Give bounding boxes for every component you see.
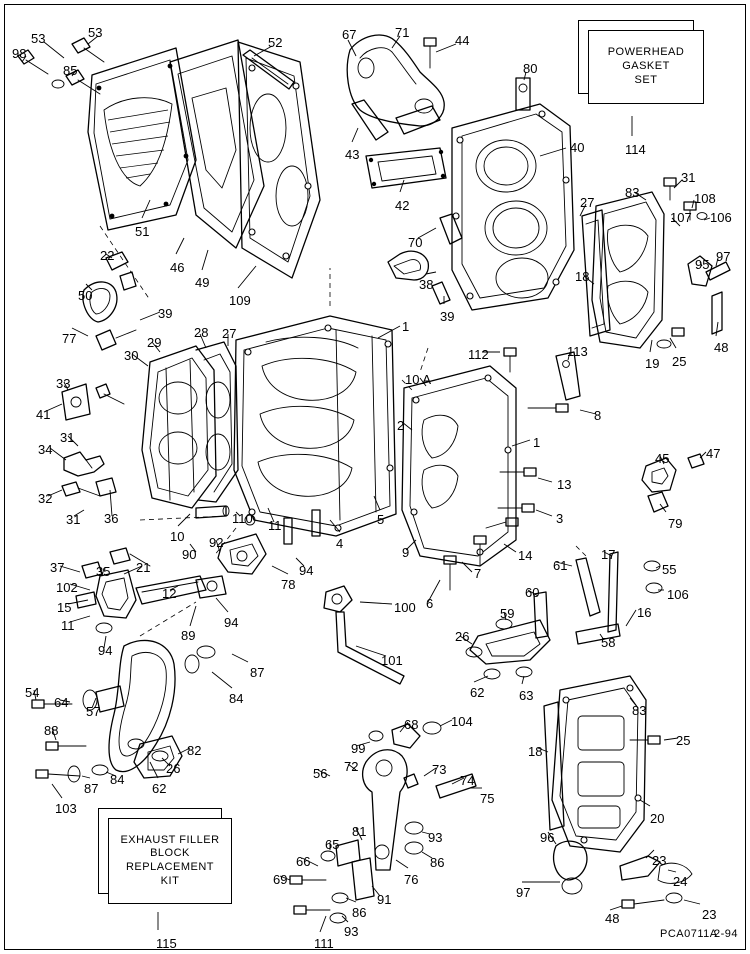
callout-number: 53 bbox=[31, 31, 46, 46]
exhaust-filler-kit-line-3: REPLACEMENT bbox=[125, 861, 214, 873]
lower-exhaust-cover bbox=[544, 676, 692, 908]
callout-number: 114 bbox=[625, 142, 646, 157]
callout-number: 89 bbox=[181, 628, 196, 643]
callout-number: 31 bbox=[66, 512, 81, 527]
callout-number: 112 bbox=[468, 347, 489, 362]
callout-number: 18 bbox=[575, 269, 590, 284]
callout-number: 75 bbox=[480, 791, 495, 806]
callout-number: 97 bbox=[716, 249, 731, 264]
callout-number: 25 bbox=[676, 733, 691, 748]
callout-number: 71 bbox=[395, 25, 410, 40]
callout-number: 20 bbox=[650, 811, 665, 826]
callout-number: 62 bbox=[152, 781, 167, 796]
callout-number: 6 bbox=[426, 596, 434, 611]
callout-number: 97 bbox=[516, 885, 531, 900]
callout-number: 99 bbox=[351, 741, 366, 756]
callout-number: 4 bbox=[336, 536, 344, 551]
callout-number: 55 bbox=[662, 562, 677, 577]
callout-number: 36 bbox=[104, 511, 119, 526]
callout-number: 52 bbox=[268, 35, 283, 50]
callout-number: 100 bbox=[394, 600, 416, 615]
callout-number: 3 bbox=[556, 511, 564, 526]
callout-number: 48 bbox=[605, 911, 620, 926]
callout-number: 94 bbox=[98, 643, 113, 658]
callout-number: 30 bbox=[124, 348, 139, 363]
callout-number: 24 bbox=[673, 874, 688, 889]
upper-bracket-assembly bbox=[347, 35, 446, 188]
powerhead-gasket-set-line-2: GASKET bbox=[622, 60, 670, 73]
callout-number: 69 bbox=[273, 872, 288, 887]
callout-number: 91 bbox=[377, 892, 392, 907]
callout-number: 38 bbox=[419, 277, 434, 292]
exhaust-filler-kit-line-4: KIT bbox=[160, 874, 180, 887]
callout-number: 10 bbox=[170, 529, 185, 544]
callout-number: 64 bbox=[54, 695, 69, 710]
callout-number: 94 bbox=[299, 563, 314, 578]
callout-number: 43 bbox=[345, 147, 360, 162]
throttle-linkage bbox=[290, 586, 476, 923]
callout-number: 22 bbox=[100, 248, 115, 263]
callout-number: 93 bbox=[344, 924, 359, 939]
callout-number: 15 bbox=[57, 600, 72, 615]
callout-number: 48 bbox=[714, 340, 729, 355]
powerhead-gasket-set-line-1: POWERHEAD bbox=[607, 46, 685, 59]
callout-number: 57 bbox=[86, 704, 101, 719]
callout-number: 113 bbox=[567, 344, 588, 359]
callout-number: 26 bbox=[166, 761, 181, 776]
callout-number: 33 bbox=[56, 376, 71, 391]
callout-number: 107 bbox=[670, 210, 692, 225]
callout-number: 95 bbox=[695, 257, 710, 272]
callout-number: 76 bbox=[404, 872, 419, 887]
callout-number: 77 bbox=[62, 331, 77, 346]
callout-number: 39 bbox=[440, 309, 455, 324]
callout-number: 72 bbox=[344, 759, 359, 774]
callout-number: 31 bbox=[681, 170, 696, 185]
callout-number: 106 bbox=[710, 210, 732, 225]
callout-number: 109 bbox=[229, 293, 251, 308]
callout-number: 46 bbox=[170, 260, 185, 275]
callout-number: 108 bbox=[694, 191, 716, 206]
callout-number: 104 bbox=[451, 714, 473, 729]
callout-number: 45 bbox=[655, 451, 670, 466]
callout-number: 28 bbox=[194, 325, 209, 340]
callout-number: 23 bbox=[702, 907, 717, 922]
callout-number: 53 bbox=[88, 25, 103, 40]
callout-number: 21 bbox=[136, 560, 151, 575]
callout-number: 10 A bbox=[405, 372, 432, 387]
callout-number: 87 bbox=[250, 665, 265, 680]
callout-number: 102 bbox=[56, 580, 78, 595]
callout-number: 93 bbox=[428, 830, 443, 845]
callout-number: 63 bbox=[519, 688, 534, 703]
callout-number: 83 bbox=[632, 703, 647, 718]
callout-number: 16 bbox=[637, 605, 652, 620]
cylinder-block bbox=[234, 316, 396, 544]
callout-number: 1 bbox=[402, 319, 410, 334]
callout-number: 13 bbox=[557, 477, 572, 492]
callout-number: 19 bbox=[645, 356, 660, 371]
callout-number: 27 bbox=[580, 195, 595, 210]
callout-number: 101 bbox=[381, 653, 403, 668]
callout-number: 2 bbox=[397, 418, 405, 433]
callout-number: 35 bbox=[96, 564, 111, 579]
exhaust-filler-kit-line-1: EXHAUST FILLER bbox=[120, 833, 220, 846]
callout-number: 58 bbox=[601, 635, 616, 650]
callout-number: 111 bbox=[314, 936, 334, 951]
exhaust-filler-kit-box bbox=[108, 818, 232, 904]
callout-number: 42 bbox=[395, 198, 410, 213]
callout-number: 82 bbox=[187, 743, 202, 758]
callout-number: 88 bbox=[44, 723, 59, 738]
callout-number: 40 bbox=[570, 140, 585, 155]
shift-linkage bbox=[76, 548, 226, 633]
assembly-guide-lines bbox=[100, 226, 588, 636]
callout-number: 47 bbox=[706, 446, 721, 461]
callout-number: 86 bbox=[430, 855, 445, 870]
callout-number: 115 bbox=[156, 936, 177, 951]
callout-number: 90 bbox=[182, 547, 197, 562]
callout-number: 84 bbox=[110, 772, 125, 787]
callout-number: 96 bbox=[540, 830, 555, 845]
callout-number: 11 bbox=[268, 518, 282, 533]
callout-number: 66 bbox=[296, 854, 311, 869]
callout-number: 8 bbox=[594, 408, 602, 423]
powerhead-gasket-set-line-3: SET bbox=[634, 73, 658, 86]
callout-number: 110 bbox=[232, 511, 253, 526]
callout-number: 14 bbox=[518, 548, 533, 563]
callout-number: 78 bbox=[281, 577, 296, 592]
callout-number: 11 bbox=[61, 618, 75, 633]
callout-number: 25 bbox=[672, 354, 687, 369]
callout-number: 54 bbox=[25, 685, 40, 700]
callout-number: 49 bbox=[195, 275, 210, 290]
drawing-number: PCA0711A bbox=[660, 928, 718, 940]
callout-number: 44 bbox=[455, 33, 470, 48]
callout-number: 56 bbox=[313, 766, 328, 781]
callout-number: 7 bbox=[474, 566, 482, 581]
callout-number: 39 bbox=[158, 306, 173, 321]
callout-number: 9 bbox=[402, 545, 410, 560]
callout-number: 12 bbox=[162, 586, 177, 601]
callout-number: 34 bbox=[38, 442, 53, 457]
callout-number: 60 bbox=[525, 585, 540, 600]
callout-number: 70 bbox=[408, 235, 423, 250]
callout-number: 17 bbox=[601, 547, 616, 562]
callout-number: 1 bbox=[533, 435, 541, 450]
callout-number: 80 bbox=[523, 61, 538, 76]
callout-number: 41 bbox=[36, 407, 51, 422]
callout-number: 59 bbox=[500, 606, 515, 621]
callout-number: 18 bbox=[528, 744, 543, 759]
callout-number: 79 bbox=[668, 516, 683, 531]
callout-number: 23 bbox=[652, 853, 667, 868]
callout-number: 84 bbox=[229, 691, 244, 706]
drawing-date: 2-94 bbox=[714, 928, 739, 940]
callout-number: 31 bbox=[60, 430, 75, 445]
callout-number: 92 bbox=[209, 535, 224, 550]
callout-number: 94 bbox=[224, 615, 239, 630]
callout-number: 83 bbox=[625, 185, 640, 200]
callout-number: 73 bbox=[432, 762, 447, 777]
gasket-stack bbox=[62, 342, 255, 525]
cylinder-head-assembly bbox=[388, 78, 574, 310]
powerhead-gasket-set-box bbox=[588, 30, 704, 104]
callout-number: 32 bbox=[38, 491, 53, 506]
callout-number: 85 bbox=[63, 63, 78, 78]
callout-number: 62 bbox=[470, 685, 485, 700]
callout-number: 61 bbox=[553, 558, 568, 573]
callout-number: 67 bbox=[342, 27, 357, 42]
callout-number: 98 bbox=[12, 46, 27, 61]
callout-number: 27 bbox=[222, 326, 237, 341]
callout-number: 29 bbox=[147, 335, 162, 350]
callout-number: 106 bbox=[667, 587, 689, 602]
callout-number: 81 bbox=[352, 824, 367, 839]
callout-number: 26 bbox=[455, 629, 470, 644]
callout-number: 65 bbox=[325, 837, 340, 852]
callout-number: 51 bbox=[135, 224, 150, 239]
callout-number: 5 bbox=[377, 512, 385, 527]
callout-number: 74 bbox=[460, 773, 475, 788]
callout-number: 86 bbox=[352, 905, 367, 920]
callout-number: 103 bbox=[55, 801, 77, 816]
callout-number: 37 bbox=[50, 560, 65, 575]
exhaust-filler-kit-line-2: BLOCK bbox=[150, 847, 190, 860]
callout-number: 68 bbox=[404, 717, 419, 732]
callout-number: 87 bbox=[84, 781, 99, 796]
callout-number: 50 bbox=[78, 288, 93, 303]
